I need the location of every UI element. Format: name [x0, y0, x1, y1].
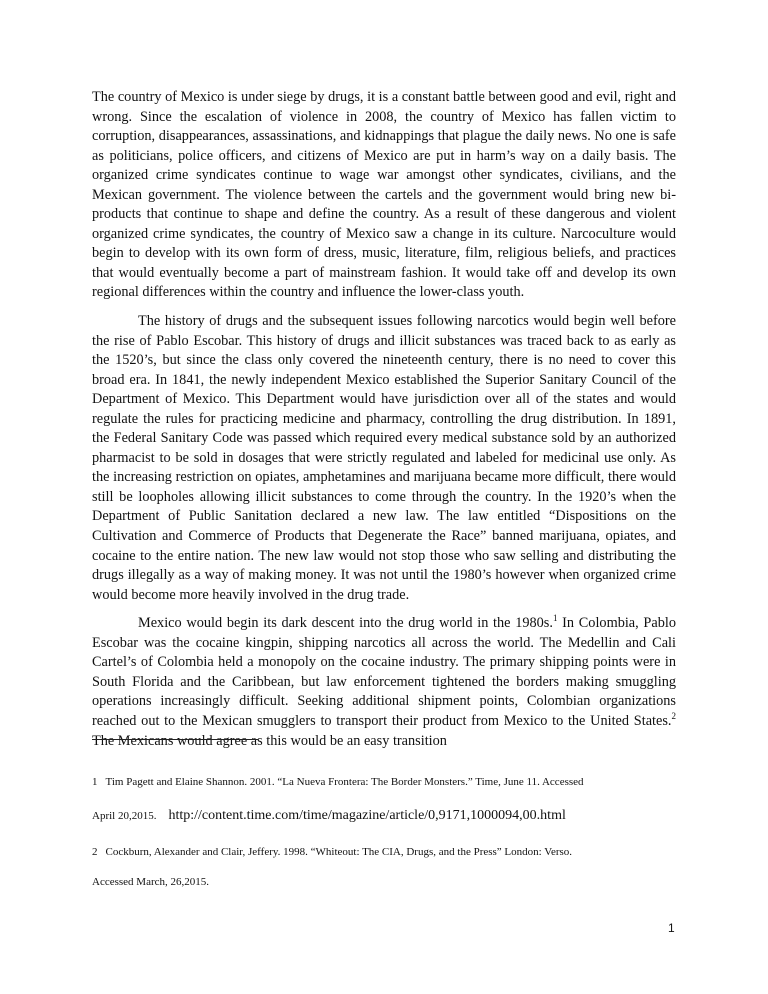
- footnote-1-number: 1: [92, 776, 98, 788]
- footnote-1-continued: [92, 808, 682, 824]
- paragraph-history: The history of drugs and the subsequent issues following narcotics would begin well before the rise of Pablo Escobar. This history of drugs and illicit substances was traced back to as early as the 1520’s, but since the class only covered the nineteenth century, there is no need to cover this broad era. In 1841, the newly independent Mexico established the Superior Sanitary Council of the Department of Mexico. This Department would have jurisdiction over all of the states and would regulate the rules for practicing medicine and pharmacy, controlling the drug distribution. In 1891, the Federal Sanitary Code was passed which required every medical substance sold by an authorized pharmacist to be sold in dosages that were strictly regulated and labeled for medicinal use only. As the increasing restriction on opiates, amphetamines and marijuana became more difficult, there would still be loopholes allowing illicit substances to come through the country. In the 1920’s when the Department of Public Sanitation declared a new law. The law entitled “Dispositions on the Cultivation and Commerce of Products that Degenerate the Race” banned marijuana, opiates, and cocaine to the entire nation. The new law would not stop those who saw selling and distributing the drugs illegally as a way of making money. It was not until the 1980’s however when organized crime would become more heavily involved in the drug trade.: [92, 313, 676, 603]
- footnote-divider: [92, 739, 258, 740]
- footnote-1-url[interactable]: http://content.time.com/time/magazine/article/0,9171,1000094,00.html: [168, 808, 566, 823]
- paragraph-descent-part2: In Colombia, Pablo Escobar was the cocaine kingpin, shipping narcotics all across the world. The Medellin and Cali Cartel’s of Colombia held a monopoly on the cocaine industry. The primary shipping points were in South Florida and the Caribbean, but law enforcement tightened the borders making smuggling operations increasingly difficult. Seeking additional shipment points, Colombian organizations reached out to the Mexican smugglers to transport their product from Mexico to the United States.: [92, 615, 676, 729]
- page-number: 1: [668, 921, 675, 935]
- paragraph-descent: [92, 614, 676, 751]
- footnote-1: [92, 775, 682, 790]
- footnote-ref-2[interactable]: 2: [671, 711, 676, 722]
- footnote-2-access-date: Accessed March, 26,2015.: [92, 876, 209, 888]
- body-text: [92, 88, 676, 751]
- footnote-ref-1[interactable]: 1: [552, 613, 558, 624]
- footnote-2-text: Cockburn, Alexander and Clair, Jeffery. 1998. “Whiteout: The CIA, Drugs, and the Press” London: Verso.: [105, 846, 573, 858]
- footnote-2: [92, 845, 682, 860]
- footnote-2-continued: [92, 875, 682, 890]
- footnote-1-access-date: April 20,2015.: [92, 810, 157, 822]
- paragraph-intro: The country of Mexico is under siege by drugs, it is a constant battle between good and evil, right and wrong. Since the escalation of violence in 2008, the country of Mexico has fallen victim to corruption, disappearances, assassinations, and kidnappings that plague the daily news. No one is safe as politicians, police officers, and citizens of Mexico are put in harm’s way on a daily basis. The organized crime syndicates continue to wage war amongst other syndicates, civilians, and the Mexican government. The violence between the cartels and the government would bring new bi-products that continue to shape and define the country. As a result of these dangerous and violent organized crime syndicates, the country of Mexico saw a change in its culture. Narcoculture would begin to develop with its own form of dress, music, literature, film, religious beliefs, and practices that would eventually become a part of mainstream fashion. It would take off and develop its own regional differences within the country and influence the lower-class youth.: [92, 89, 676, 301]
- footnote-2-number: 2: [92, 846, 98, 858]
- paragraph-descent-part3: The Mexicans would agree as this would be an easy transition: [92, 732, 447, 749]
- paragraph-descent-part1: Mexico would begin its dark descent into the drug world in the 1980s.: [138, 615, 553, 632]
- footnote-1-text: Tim Pagett and Elaine Shannon. 2001. “La Nueva Frontera: The Border Monsters.” Time, June 11. Accessed: [105, 776, 584, 788]
